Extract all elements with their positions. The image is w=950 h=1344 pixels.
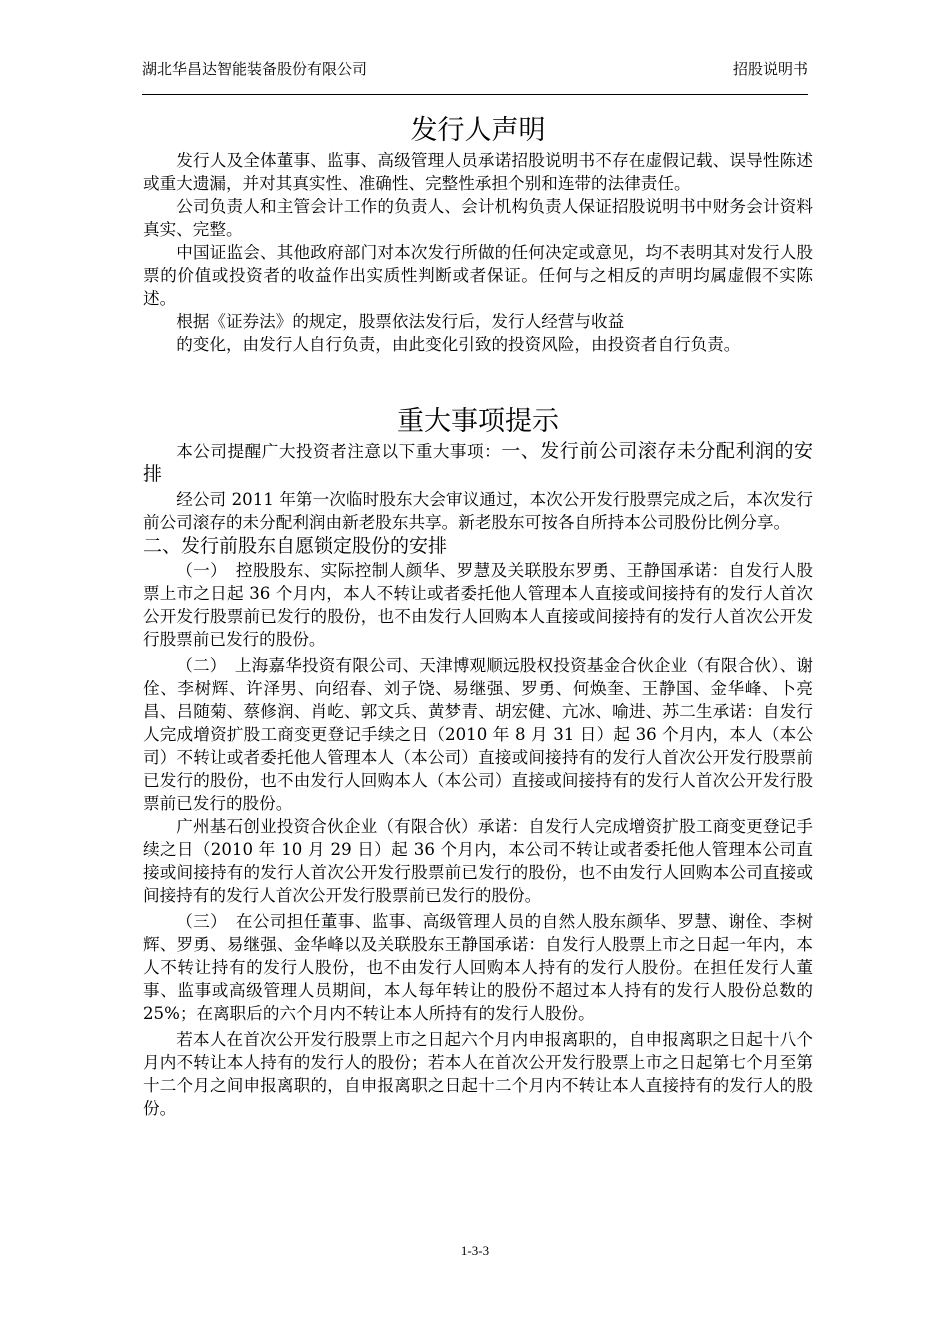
- major-title: 重大事项提示: [397, 406, 559, 437]
- statement-title: 发行人声明: [410, 115, 546, 146]
- statement-paragraph: 的变化，由发行人自行负责，由此变化引致的投资风险，由投资者自行负责。: [176, 335, 741, 354]
- item1-title: 一、发行前公司滚存未分配利润的安排: [143, 440, 813, 485]
- item1-body: 经公司 2011 年第一次临时股东大会审议通过，本次公开发行股票完成之后，本次发行前公司滚存的未分配利润由新老股东共享。新老股东可按各自所持本公司股份比例分享。: [143, 490, 813, 532]
- header-doc-type: 招股说明书: [732, 60, 808, 78]
- item2-title: 二、发行前股东自愿锁定股份的安排: [143, 535, 448, 557]
- page-content: [143, 113, 813, 1120]
- statement-paragraph: 中国证监会、其他政府部门对本次发行所做的任何决定或意见，均不表明其对发行人股票的价值或投资者的收益作出实质性判断或者保证。任何与之相反的声明均属虚假不实陈述。: [143, 243, 813, 308]
- item2-sub3b: 若本人在首次公开发行股票上市之日起六个月内申报离职的，自申报离职之日起十八个月内不转让本人持有的发行人的股份；若本人在首次公开发行股票上市之日起第七个月至第十二个月之间申报离职的，自申报离职之日起十二个月内不转让本人直接持有的发行人的股份。: [143, 1030, 813, 1118]
- page-number: 1-3-3: [460, 1243, 490, 1258]
- page-header: [142, 58, 808, 95]
- item2-sub3: （三） 在公司担任董事、监事、高级管理人员的自然人股东颜华、罗慧、谢佺、李树辉、罗勇、易继强、金华峰以及关联股东王静国承诺：自发行人股票上市之日起一年内，本人不转让持有的发行人股份，也不由发行人回购本人持有的发行人股份。在担任发行人董事、监事或高级管理人员期间，本人每年转让的股份不超过本人持有的发行人股份总数的 25%；在离职后的六个月内不转让本人所持有的发行人股份。: [143, 912, 813, 1023]
- statement-paragraph: 公司负责人和主管会计工作的负责人、会计机构负责人保证招股说明书中财务会计资料真实、完整。: [143, 197, 813, 239]
- statement-paragraph: 发行人及全体董事、监事、高级管理人员承诺招股说明书不存在虚假记载、误导性陈述或重大遗漏，并对其真实性、准确性、完整性承担个别和连带的法律责任。: [143, 151, 813, 193]
- statement-paragraph: 根据《证券法》的规定，股票依法发行后，发行人经营与收益: [176, 312, 625, 331]
- header-company: 湖北华昌达智能装备股份有限公司: [142, 60, 368, 78]
- item2-sub2b: 广州基石创业投资合伙企业（有限合伙）承诺：自发行人完成增资扩股工商变更登记手续之日（2010 年 10 月 29 日）起 36 个月内，本公司不转让或者委托他人管理本公司直接或间接持有的发行人首次公开发行股票前已发行的股份，也不由发行人回购本公司直接或间接持有的发行人首次公开发行股票前已发行的股份。: [143, 817, 813, 905]
- item2-sub2: （二） 上海嘉华投资有限公司、天津博观顺远股权投资基金合伙企业（有限合伙）、谢佺、李树辉、许泽男、向绍春、刘子饶、易继强、罗勇、何焕奎、王静国、金华峰、卜亮昌、吕随菊、蔡修润、肖屹、郭文兵、黄梦青、胡宏健、亢冰、喻进、苏二生承诺：自发行人完成增资扩股工商变更登记手续之日（2010 年 8 月 31 日）起 36 个月内，本人（本公司）不转让或者委托他人管理本人（本公司）直接或间接持有的发行人首次公开发行股票前已发行的股份，也不由发行人回购本人（本公司）直接或间接持有的发行人首次公开发行股票前已发行的股份。: [143, 656, 813, 813]
- major-intro-paragraph: [143, 440, 813, 486]
- item2-sub1: （一） 控股股东、实际控制人颜华、罗慧及关联股东罗勇、王静国承诺：自发行人股票上市之日起 36 个月内，本人不转让或者委托他人管理本人直接或间接持有的发行人首次公开发行股票前已发行的股份，也不由发行人回购本人直接或间接持有的发行人首次公开发行股票前已发行的股份。: [143, 561, 813, 649]
- major-intro: 本公司提醒广大投资者注意以下重大事项：: [176, 442, 502, 461]
